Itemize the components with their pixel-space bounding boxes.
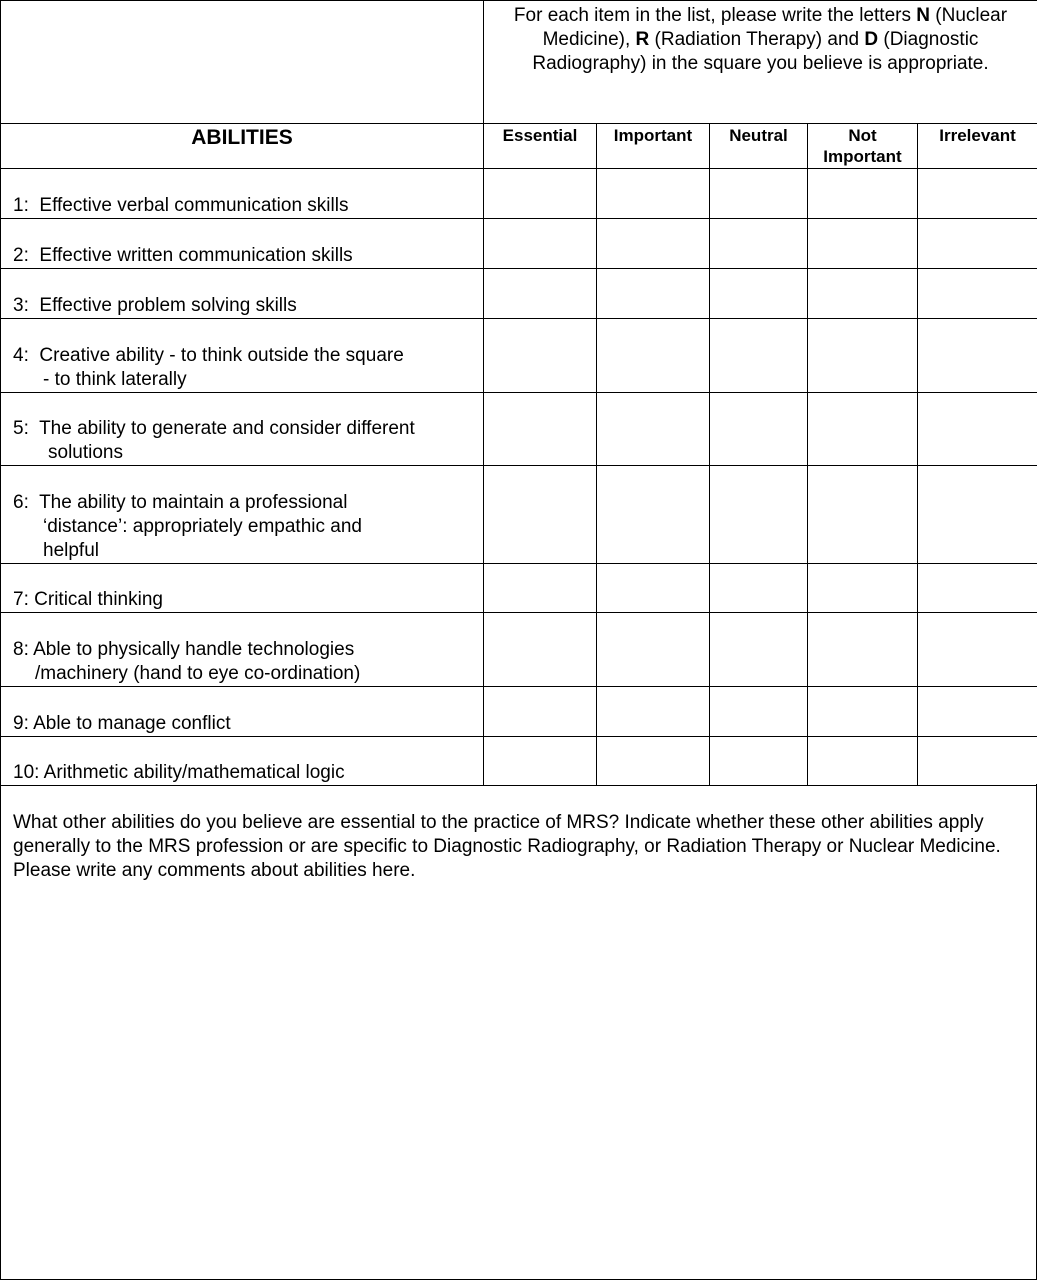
- instructions-text: (Nuclear Medicine),: [542, 5, 1008, 50]
- table-row: [1, 219, 1037, 269]
- rating-cell-neutral[interactable]: [710, 319, 808, 393]
- table-row: [1, 466, 1037, 564]
- corner-cell: [1, 1, 484, 124]
- rating-cell-neutral[interactable]: [710, 613, 808, 687]
- rating-cell-irrelevant[interactable]: [918, 219, 1037, 269]
- letter-r: R: [635, 29, 650, 50]
- table-row: [1, 737, 1037, 786]
- column-important: Important: [597, 124, 710, 169]
- table-row: [1, 319, 1037, 393]
- rating-cell-essential[interactable]: [484, 737, 597, 786]
- table-row: [1, 393, 1037, 466]
- abilities-heading: ABILITIES: [1, 124, 484, 169]
- table-row: [1, 613, 1037, 687]
- rating-cell-neutral[interactable]: [710, 269, 808, 319]
- instructions-text: For each item in the list, please write the letters: [513, 5, 917, 26]
- rating-cell-irrelevant[interactable]: [918, 169, 1037, 219]
- rating-cell-irrelevant[interactable]: [918, 319, 1037, 393]
- letter-d: D: [864, 29, 879, 50]
- rating-cell-neutral[interactable]: [710, 169, 808, 219]
- rating-cell-essential[interactable]: [484, 393, 597, 466]
- rating-cell-irrelevant[interactable]: [918, 687, 1037, 737]
- rating-cell-essential[interactable]: [484, 269, 597, 319]
- ability-label: 8: Able to physically handle technologies /machinery (hand to eye co-ordination): [1, 613, 484, 687]
- rating-cell-neutral[interactable]: [710, 393, 808, 466]
- ability-label: 2: Effective written communication skills: [1, 219, 484, 269]
- rating-cell-irrelevant[interactable]: [918, 613, 1037, 687]
- rating-cell-not-important[interactable]: [808, 737, 918, 786]
- ability-label: 3: Effective problem solving skills: [1, 269, 484, 319]
- ability-label: 6: The ability to maintain a professional ‘distance’: appropriately empathic and helpful: [1, 466, 484, 564]
- instructions-text: (Diagnostic Radiography) in the square you believe is appropriate.: [532, 29, 989, 74]
- rating-cell-neutral[interactable]: [710, 564, 808, 613]
- rating-cell-essential[interactable]: [484, 466, 597, 564]
- rating-cell-important[interactable]: [597, 393, 710, 466]
- comments-prompt: What other abilities do you believe are essential to the practice of MRS? Indicate whether these other abilities apply generally to the MRS profession or are specific to Diagnostic Radiography, or Radiation Therapy or Nuclear Medicine. Please write any comments about abilities here.: [13, 812, 1001, 881]
- rating-cell-irrelevant[interactable]: [918, 466, 1037, 564]
- rating-cell-neutral[interactable]: [710, 219, 808, 269]
- rating-cell-important[interactable]: [597, 466, 710, 564]
- rating-cell-neutral[interactable]: [710, 466, 808, 564]
- rating-cell-not-important[interactable]: [808, 466, 918, 564]
- column-essential: Essential: [484, 124, 597, 169]
- rating-cell-important[interactable]: [597, 169, 710, 219]
- rating-cell-important[interactable]: [597, 319, 710, 393]
- table-row: [1, 169, 1037, 219]
- rating-cell-irrelevant[interactable]: [918, 737, 1037, 786]
- rating-cell-neutral[interactable]: [710, 687, 808, 737]
- column-not-important: Not Important: [808, 124, 918, 169]
- ability-label: 9: Able to manage conflict: [1, 687, 484, 737]
- instructions: [484, 1, 1037, 124]
- column-neutral: Neutral: [710, 124, 808, 169]
- rating-cell-important[interactable]: [597, 564, 710, 613]
- rating-cell-important[interactable]: [597, 269, 710, 319]
- rating-cell-not-important[interactable]: [808, 613, 918, 687]
- ability-label: 1: Effective verbal communication skills: [1, 169, 484, 219]
- rating-cell-irrelevant[interactable]: [918, 269, 1037, 319]
- rating-cell-essential[interactable]: [484, 169, 597, 219]
- rating-cell-not-important[interactable]: [808, 269, 918, 319]
- rating-cell-important[interactable]: [597, 737, 710, 786]
- rating-cell-not-important[interactable]: [808, 393, 918, 466]
- ability-label: 10: Arithmetic ability/mathematical logic: [1, 737, 484, 786]
- column-irrelevant: Irrelevant: [918, 124, 1037, 169]
- rating-cell-neutral[interactable]: [710, 737, 808, 786]
- rating-cell-important[interactable]: [597, 613, 710, 687]
- rating-cell-essential[interactable]: [484, 687, 597, 737]
- rating-cell-essential[interactable]: [484, 613, 597, 687]
- rating-cell-important[interactable]: [597, 219, 710, 269]
- rating-cell-not-important[interactable]: [808, 319, 918, 393]
- ability-label: 5: The ability to generate and consider different solutions: [1, 393, 484, 466]
- ability-label: 7: Critical thinking: [1, 564, 484, 613]
- rating-cell-not-important[interactable]: [808, 219, 918, 269]
- comments-box[interactable]: [0, 784, 1037, 1280]
- letter-n: N: [916, 5, 930, 26]
- rating-cell-not-important[interactable]: [808, 169, 918, 219]
- rating-cell-essential[interactable]: [484, 564, 597, 613]
- ability-label: 4: Creative ability - to think outside the square - to think laterally: [1, 319, 484, 393]
- rating-cell-essential[interactable]: [484, 319, 597, 393]
- rating-cell-essential[interactable]: [484, 219, 597, 269]
- rating-cell-irrelevant[interactable]: [918, 564, 1037, 613]
- table-row: [1, 564, 1037, 613]
- instructions-text: (Radiation Therapy) and: [649, 29, 865, 50]
- rating-cell-irrelevant[interactable]: [918, 393, 1037, 466]
- rating-cell-not-important[interactable]: [808, 687, 918, 737]
- rating-cell-important[interactable]: [597, 687, 710, 737]
- rating-cell-not-important[interactable]: [808, 564, 918, 613]
- table-row: [1, 687, 1037, 737]
- table-row: [1, 269, 1037, 319]
